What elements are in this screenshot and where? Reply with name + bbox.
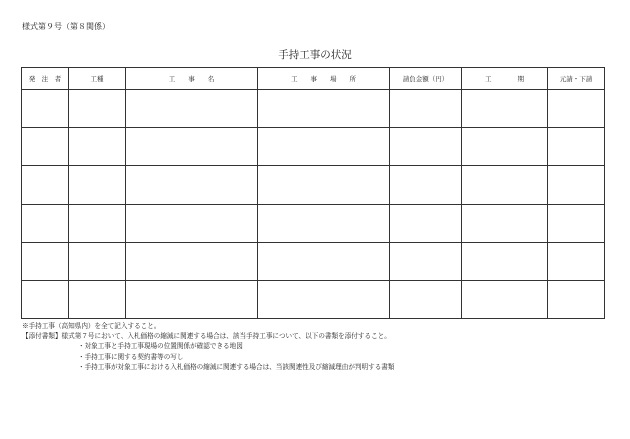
table-cell[interactable] <box>390 280 462 318</box>
table-row <box>22 242 605 280</box>
table-row <box>22 90 605 128</box>
table-cell[interactable] <box>69 280 126 318</box>
table-cell[interactable] <box>462 204 548 242</box>
table-cell[interactable] <box>548 242 605 280</box>
note-line: ※手持工事（高知県内）を全て記入すること。 <box>22 322 161 330</box>
table-cell[interactable] <box>69 242 126 280</box>
table-cell[interactable] <box>126 280 258 318</box>
table-cell[interactable] <box>69 166 126 204</box>
table-cell[interactable] <box>548 280 605 318</box>
table-header-row <box>22 68 605 90</box>
table-row <box>22 280 605 318</box>
table-cell[interactable] <box>69 204 126 242</box>
table-cell[interactable] <box>22 280 69 318</box>
header-contract-role: 元請・下請 <box>548 68 605 90</box>
table-cell[interactable] <box>390 204 462 242</box>
table-cell[interactable] <box>462 166 548 204</box>
table-row <box>22 166 605 204</box>
form-number: 様式第９号（第８関係） <box>22 22 110 31</box>
table-cell[interactable] <box>126 90 258 128</box>
table-cell[interactable] <box>548 128 605 166</box>
table-cell[interactable] <box>462 242 548 280</box>
notes-section <box>22 321 395 372</box>
table-cell[interactable] <box>126 166 258 204</box>
note-bullet: ・手持工事に関する契約書等の写し <box>78 352 184 361</box>
table-row <box>22 128 605 166</box>
table-cell[interactable] <box>258 90 390 128</box>
table-cell[interactable] <box>390 128 462 166</box>
table-cell[interactable] <box>258 242 390 280</box>
header-client: 発 注 者 <box>22 68 69 90</box>
table-cell[interactable] <box>126 128 258 166</box>
note-bullet: ・対象工事と手持工事現場の位置関係が確認できる地図 <box>78 342 243 351</box>
table-cell[interactable] <box>462 90 548 128</box>
table-cell[interactable] <box>390 242 462 280</box>
note-bullet: ・手持工事が対象工事における入札価格の縮減に関連する場合は、当該関連性及び縮減理由が判明する書類 <box>78 362 395 371</box>
table-cell[interactable] <box>548 90 605 128</box>
header-work-location: 工 事 場 所 <box>258 68 390 90</box>
header-work-name: 工 事 名 <box>126 68 258 90</box>
table-cell[interactable] <box>22 128 69 166</box>
header-period: 工 期 <box>462 68 548 90</box>
table-cell[interactable] <box>548 166 605 204</box>
table-cell[interactable] <box>258 166 390 204</box>
table-cell[interactable] <box>22 204 69 242</box>
table-cell[interactable] <box>126 204 258 242</box>
table-cell[interactable] <box>548 204 605 242</box>
table-cell[interactable] <box>22 242 69 280</box>
document-title: 手持工事の状況 <box>278 49 352 61</box>
table-cell[interactable] <box>390 90 462 128</box>
table-cell[interactable] <box>69 128 126 166</box>
table-cell[interactable] <box>126 242 258 280</box>
header-contract-amount: 請負金額（円） <box>390 68 462 90</box>
table-cell[interactable] <box>462 280 548 318</box>
table-cell[interactable] <box>462 128 548 166</box>
table-cell[interactable] <box>258 280 390 318</box>
header-work-type: 工種 <box>69 68 126 90</box>
table-cell[interactable] <box>22 90 69 128</box>
note-attachment-line: 【添付書類】様式第７号において、入札価格の縮減に関連する場合は、該当手持工事について、以下の書類を添付すること。 <box>22 332 391 341</box>
table-cell[interactable] <box>390 166 462 204</box>
table-row <box>22 204 605 242</box>
table-cell[interactable] <box>22 166 69 204</box>
table-cell[interactable] <box>258 204 390 242</box>
table-cell[interactable] <box>258 128 390 166</box>
holding-works-table <box>21 67 605 319</box>
table-cell[interactable] <box>69 90 126 128</box>
